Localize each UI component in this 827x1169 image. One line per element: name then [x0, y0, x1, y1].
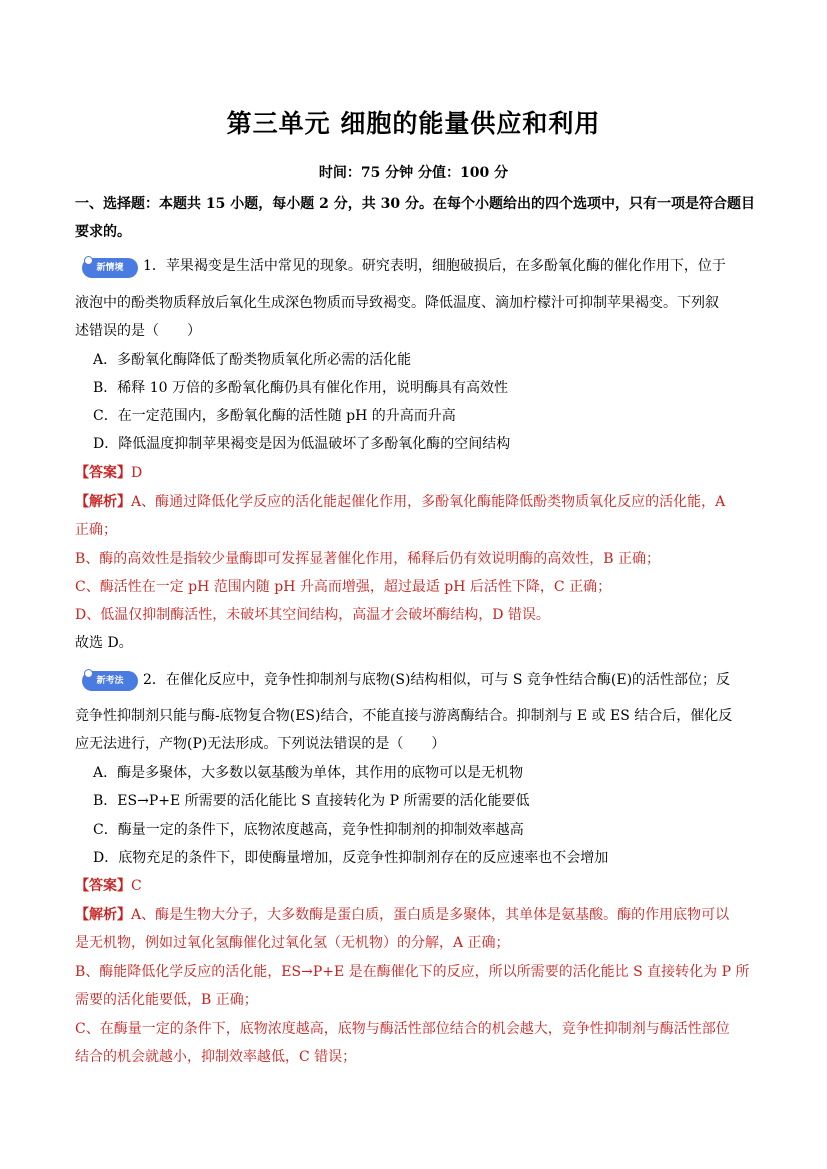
- q2-analysis-line: 是无机物，例如过氧化氢酶催化过氧化氢（无机物）的分解，A 正确；: [75, 935, 510, 951]
- q2-analysis-line: [75, 905, 729, 925]
- q2-stem-line: 2．在催化反应中，竞争性抑制剂与底物(S)结构相似，可与 S 竞争性结合酶(E)的活性部位；反: [143, 672, 731, 688]
- q1-option-a: A．多酚氧化酶降低了酚类物质氧化所必需的活化能: [93, 352, 412, 368]
- q2-stem-line: 应无法进行，产物(P)无法形成。下列说法错误的是（ ）: [75, 736, 446, 752]
- answer-label: 【答案】: [75, 878, 131, 894]
- q2-option-b: B．ES→P+E 所需要的活化能比 S 直接转化为 P 所需要的活化能要低: [93, 793, 530, 809]
- page-title: 第三单元 细胞的能量供应和利用: [226, 109, 601, 138]
- q2-stem-line: 竞争性抑制剂只能与酶-底物复合物(ES)结合，不能直接与游离酶结合。抑制剂与 E 或 ES 结合后，催化反: [75, 708, 733, 724]
- q1-conclusion: 故选 D。: [75, 635, 133, 651]
- analysis-text: A、酶是生物大分子，大多数酶是蛋白质，蛋白质是多聚体，其单体是氨基酸。酶的作用底物可以: [131, 907, 730, 923]
- answer-value: C: [131, 878, 142, 894]
- badge-dot-icon: [84, 256, 93, 265]
- q1-analysis-line: [75, 492, 725, 512]
- analysis-label: 【解析】: [75, 907, 131, 923]
- answer-label: 【答案】: [75, 465, 131, 481]
- new-context-badge: [82, 258, 138, 278]
- badge-dot-icon: [84, 669, 93, 678]
- q2-analysis-line: 结合的机会就越小，抑制效率越低，C 错误；: [75, 1049, 357, 1065]
- section-heading: 一、选择题：本题共 15 小题，每小题 2 分，共 30 分。在每个小题给出的四个选项中，只有一项是符合题目要求的。: [75, 196, 755, 240]
- q2-option-c: C．酶量一定的条件下，底物浓度越高，竞争性抑制剂的抑制效率越高: [93, 822, 524, 838]
- q2-answer: [75, 876, 142, 896]
- q2-option-a: A．酶是多聚体，大多数以氨基酸为单体，其作用的底物可以是无机物: [93, 765, 524, 781]
- q2-analysis-line: C、在酶量一定的条件下，底物浓度越高，底物与酶活性部位结合的机会越大，竞争性抑制剂与酶活性部位: [75, 1021, 730, 1037]
- q1-analysis-line: 正确；: [75, 522, 117, 538]
- badge-label: 新考法: [96, 676, 124, 686]
- analysis-text: A、酶通过降低化学反应的活化能起催化作用，多酚氧化酶能降低酚类物质氧化反应的活化能，A: [131, 494, 726, 510]
- q2-analysis-line: 需要的活化能要低，B 正确；: [75, 992, 258, 1008]
- analysis-label: 【解析】: [75, 494, 131, 510]
- q1-option-c: C．在一定范围内，多酚氧化酶的活性随 pH 的升高而升高: [93, 408, 456, 424]
- q2-option-d: D．底物充足的条件下，即使酶量增加，反竞争性抑制剂存在的反应速率也不会增加: [93, 850, 609, 866]
- q1-option-b: B．稀释 10 万倍的多酚氧化酶仍具有催化作用，说明酶具有高效性: [93, 380, 509, 396]
- q1-analysis-line: D、低温仅抑制酶活性，未破坏其空间结构，高温才会破坏酶结构，D 错误。: [75, 607, 550, 623]
- q1-stem-line: 液泡中的酚类物质释放后氧化生成深色物质而导致褐变。降低温度、滴加柠檬汁可抑制苹果褐变。下列叙: [75, 295, 719, 311]
- q1-option-d: D．降低温度抑制苹果褐变是因为低温破坏了多酚氧化酶的空间结构: [93, 436, 511, 452]
- badge-label: 新情境: [96, 263, 124, 273]
- q2-analysis-line: B、酶能降低化学反应的活化能，ES→P+E 是在酶催化下的反应，所以所需要的活化能比 S 直接转化为 P 所: [75, 964, 750, 980]
- q1-stem-line: 1．苹果褐变是生活中常见的现象。研究表明，细胞破损后，在多酚氧化酶的催化作用下，位于: [143, 258, 726, 274]
- answer-value: D: [131, 465, 143, 481]
- q1-answer: [75, 463, 142, 483]
- new-method-badge: [82, 671, 138, 691]
- q1-stem-line: 述错误的是（ ）: [75, 323, 201, 339]
- exam-meta: 时间：75 分钟 分值：100 分: [318, 165, 509, 181]
- q1-analysis-line: B、酶的高效性是指较少量酶即可发挥显著催化作用，稀释后仍有效说明酶的高效性，B 正确；: [75, 551, 661, 567]
- q1-analysis-line: C、酶活性在一定 pH 范围内随 pH 升高而增强，超过最适 pH 后活性下降，C 正确；: [75, 579, 612, 595]
